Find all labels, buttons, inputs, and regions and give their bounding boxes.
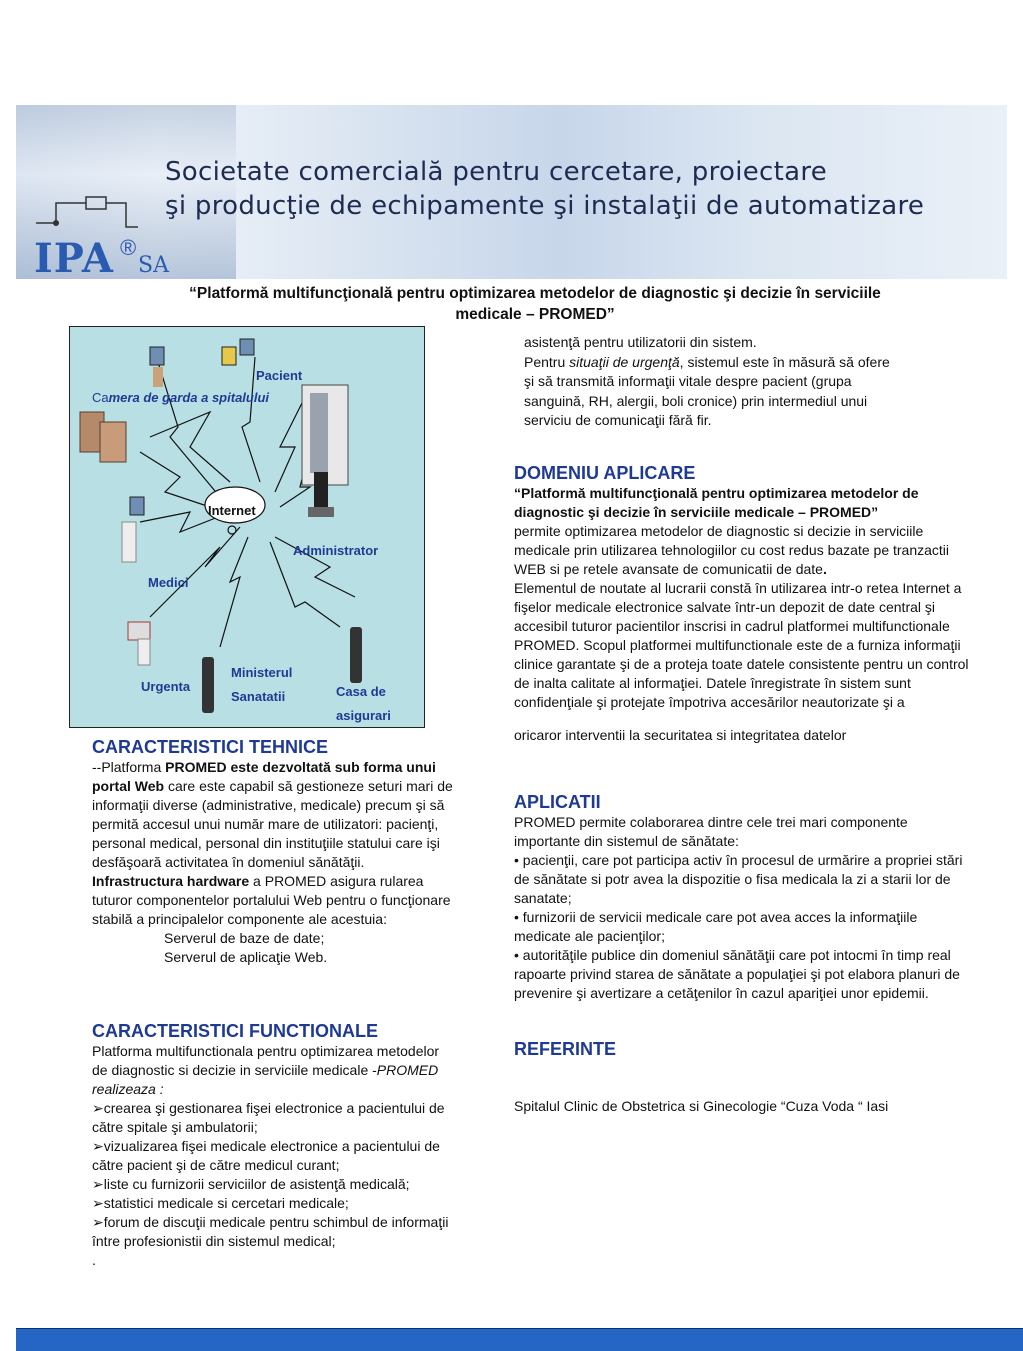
right-top-line2: Pentru situaţii de urgenţă, sistemul este în măsură să ofere xyxy=(524,353,890,370)
title-line2: medicale – PROMED” xyxy=(455,306,615,323)
right-top-line5: serviciu de comunicaţii fără fir. xyxy=(524,412,712,428)
referinte-text: Spitalul Clinic de Obstetrica si Ginecologie “Cuza Voda “ Iasi xyxy=(514,1098,889,1114)
label-internet: Internet xyxy=(208,503,256,518)
label-casa: Casa de xyxy=(336,684,386,699)
domeniu-heading: DOMENIU APLICARE xyxy=(514,463,696,483)
section-functionale xyxy=(92,1020,458,1270)
label-asigurari: asigurari xyxy=(336,708,391,723)
aplicatii-item: • autorităţile publice din domeniul sănătăţii care pot intocmi în timp real rapoarte privind starea de sănătate a populaţiei şi pot elabora planuri de prevenire şi avertizare a cetăţenilor în cazul apariţiei unor epidemii. xyxy=(514,947,960,1001)
tehnice-item1: Serverul de baze de date; xyxy=(164,930,325,946)
banner-title-line2: şi producţie de echipamente şi instalaţii de automatizare xyxy=(165,191,925,221)
functionale-intro: Platforma multifunctionala pentru optimizarea metodelor de diagnostic si decizie in serviciile medicale -PROMED realizeaza : xyxy=(92,1043,440,1097)
label-medici: Medici xyxy=(148,575,189,590)
label-ministerul: Ministerul xyxy=(231,665,293,680)
aplicatii-item: • pacienţii, care pot participa activ în procesul de urmărire a propriei stări de sănătate si potr avea la dispozitie o fisa medicala la zi a starii lor de sanatate; xyxy=(514,852,963,906)
label-pacient: Pacient xyxy=(256,368,303,383)
network-diagram xyxy=(69,326,425,728)
right-top-line3: şi să transmită informaţii vitale despre pacient (grupa xyxy=(524,373,852,389)
logo-sa: SA xyxy=(138,253,169,278)
functionale-item: ➢vizualizarea fişei medicale electronice a pacientului de către pacient şi de către medicul curant; xyxy=(92,1138,440,1173)
server-icon xyxy=(302,385,348,485)
label-urgenta: Urgenta xyxy=(141,679,191,694)
domeniu-paragraph1: “Platformă multifuncţională pentru optimizarea metodelor de diagnostic şi decizie în serviciile medicale – PROMED” permite optimizarea metodelor de diagnostic si decizie in serviciile medicale prin utilizarea tehnologiilor cu cost redus bazate pe tranzactii WEB si pe retele avansate de comunicatii de date. xyxy=(514,485,950,577)
section-domeniu xyxy=(514,462,972,745)
functionale-heading: CARACTERISTICI FUNCTIONALE xyxy=(92,1021,378,1041)
domeniu-paragraph2: Elementul de noutate al lucrarii constă în utilizarea intr-o retea Internet a fişelor medicale electronice salvate într-un depozit de date central şi accesibil tuturor pacientilor inscrisi in cadrul platformei multifunctionale PROMED. Scopul platformei multifunctionale este de a furniza informaţii clinice garantate şi de a proteja toate datele consistente pentru un control de inalta calitate al informaţiei. Datele înregistrate în sistem sunt confidenţiale şi protejate împotriva accesărilor neautorizate şi a xyxy=(514,580,969,710)
computer-icon-1 xyxy=(150,347,164,387)
aplicatii-intro: PROMED permite colaborarea dintre cele trei mari componente importante din sistemul de sănătate: xyxy=(514,814,908,849)
computer-icon-2 xyxy=(222,339,254,365)
functionale-item: ➢liste cu furnizorii serviciilor de asistenţă medicală; xyxy=(92,1176,410,1192)
insurance-device-icon xyxy=(350,627,362,683)
title-line1: “Platformă multifuncţională pentru optimizarea metodelor de diagnostic şi decizie în serviciile xyxy=(189,285,881,302)
right-top-line4: sanguină, RH, alergii, boli cronice) prin intermediul unui xyxy=(524,392,868,409)
doctor-icon xyxy=(122,497,144,562)
label-camera-garda xyxy=(92,390,269,405)
functionale-item: ➢forum de discuţii medicale pentru schimbul de informaţii între profesionistii din sistemul medical; xyxy=(92,1214,449,1249)
right-top-line1: asistenţă pentru utilizatorii din sistem. xyxy=(524,334,757,350)
section-referinte xyxy=(514,1038,972,1116)
banner-title-line1: Societate comercială pentru cercetare, proiectare xyxy=(165,157,828,187)
label-camera-ca: Ca xyxy=(92,390,109,405)
tehnice-paragraph2: Infrastructura hardware a PROMED asigura rularea tuturor componentelor portalului Web pentru o funcţionare stabilă a principalelor componente ale acestuia: xyxy=(92,873,451,927)
footer-bar xyxy=(16,1328,1023,1351)
section-tehnice xyxy=(92,736,458,967)
label-camera-rest: mera de garda a spitalului xyxy=(108,390,270,405)
functionale-end: . xyxy=(92,1252,96,1268)
ministry-device-icon xyxy=(202,657,214,713)
logo-registered-mark: ® xyxy=(120,235,137,260)
tehnice-item2: Serverul de aplicaţie Web. xyxy=(164,949,328,965)
document-title xyxy=(120,283,950,325)
label-administrator: Administrator xyxy=(293,543,379,558)
tehnice-heading: CARACTERISTICI TEHNICE xyxy=(92,737,329,757)
domeniu-paragraph3: oricaror interventii la securitatea si integritatea datelor xyxy=(514,727,847,743)
right-top-text xyxy=(524,333,944,431)
section-aplicatii xyxy=(514,791,972,1003)
ambulance-icon xyxy=(128,622,150,665)
functionale-item: ➢crearea şi gestionarea fişei electronice a pacientului de către spitale şi ambulatorii; xyxy=(92,1100,445,1135)
company-logo: IPA xyxy=(34,235,114,279)
circuit-graphic xyxy=(26,183,146,243)
header-banner xyxy=(16,105,1007,279)
label-sanatatii: Sanatatii xyxy=(231,689,286,704)
tehnice-paragraph1: --Platforma PROMED este dezvoltată sub forma unui portal Web care este capabil să gestioneze seturi mari de informaţii diverse (administrative, medicale) precum şi să permită accesul unui număr mare de utilizatori: pacienţi, personal medical, personal din instituţiile statului care işi desfăşoară activitatea în domeniul sănătăţii. xyxy=(92,759,453,870)
hospital-icon xyxy=(80,412,126,462)
aplicatii-item: • furnizorii de servicii medicale care pot avea acces la informaţiile medicate ale pacienţilor; xyxy=(514,909,918,944)
referinte-heading: REFERINTE xyxy=(514,1039,617,1059)
functionale-item: ➢statistici medicale si cercetari medicale; xyxy=(92,1195,349,1211)
aplicatii-heading: APLICATII xyxy=(514,792,601,812)
